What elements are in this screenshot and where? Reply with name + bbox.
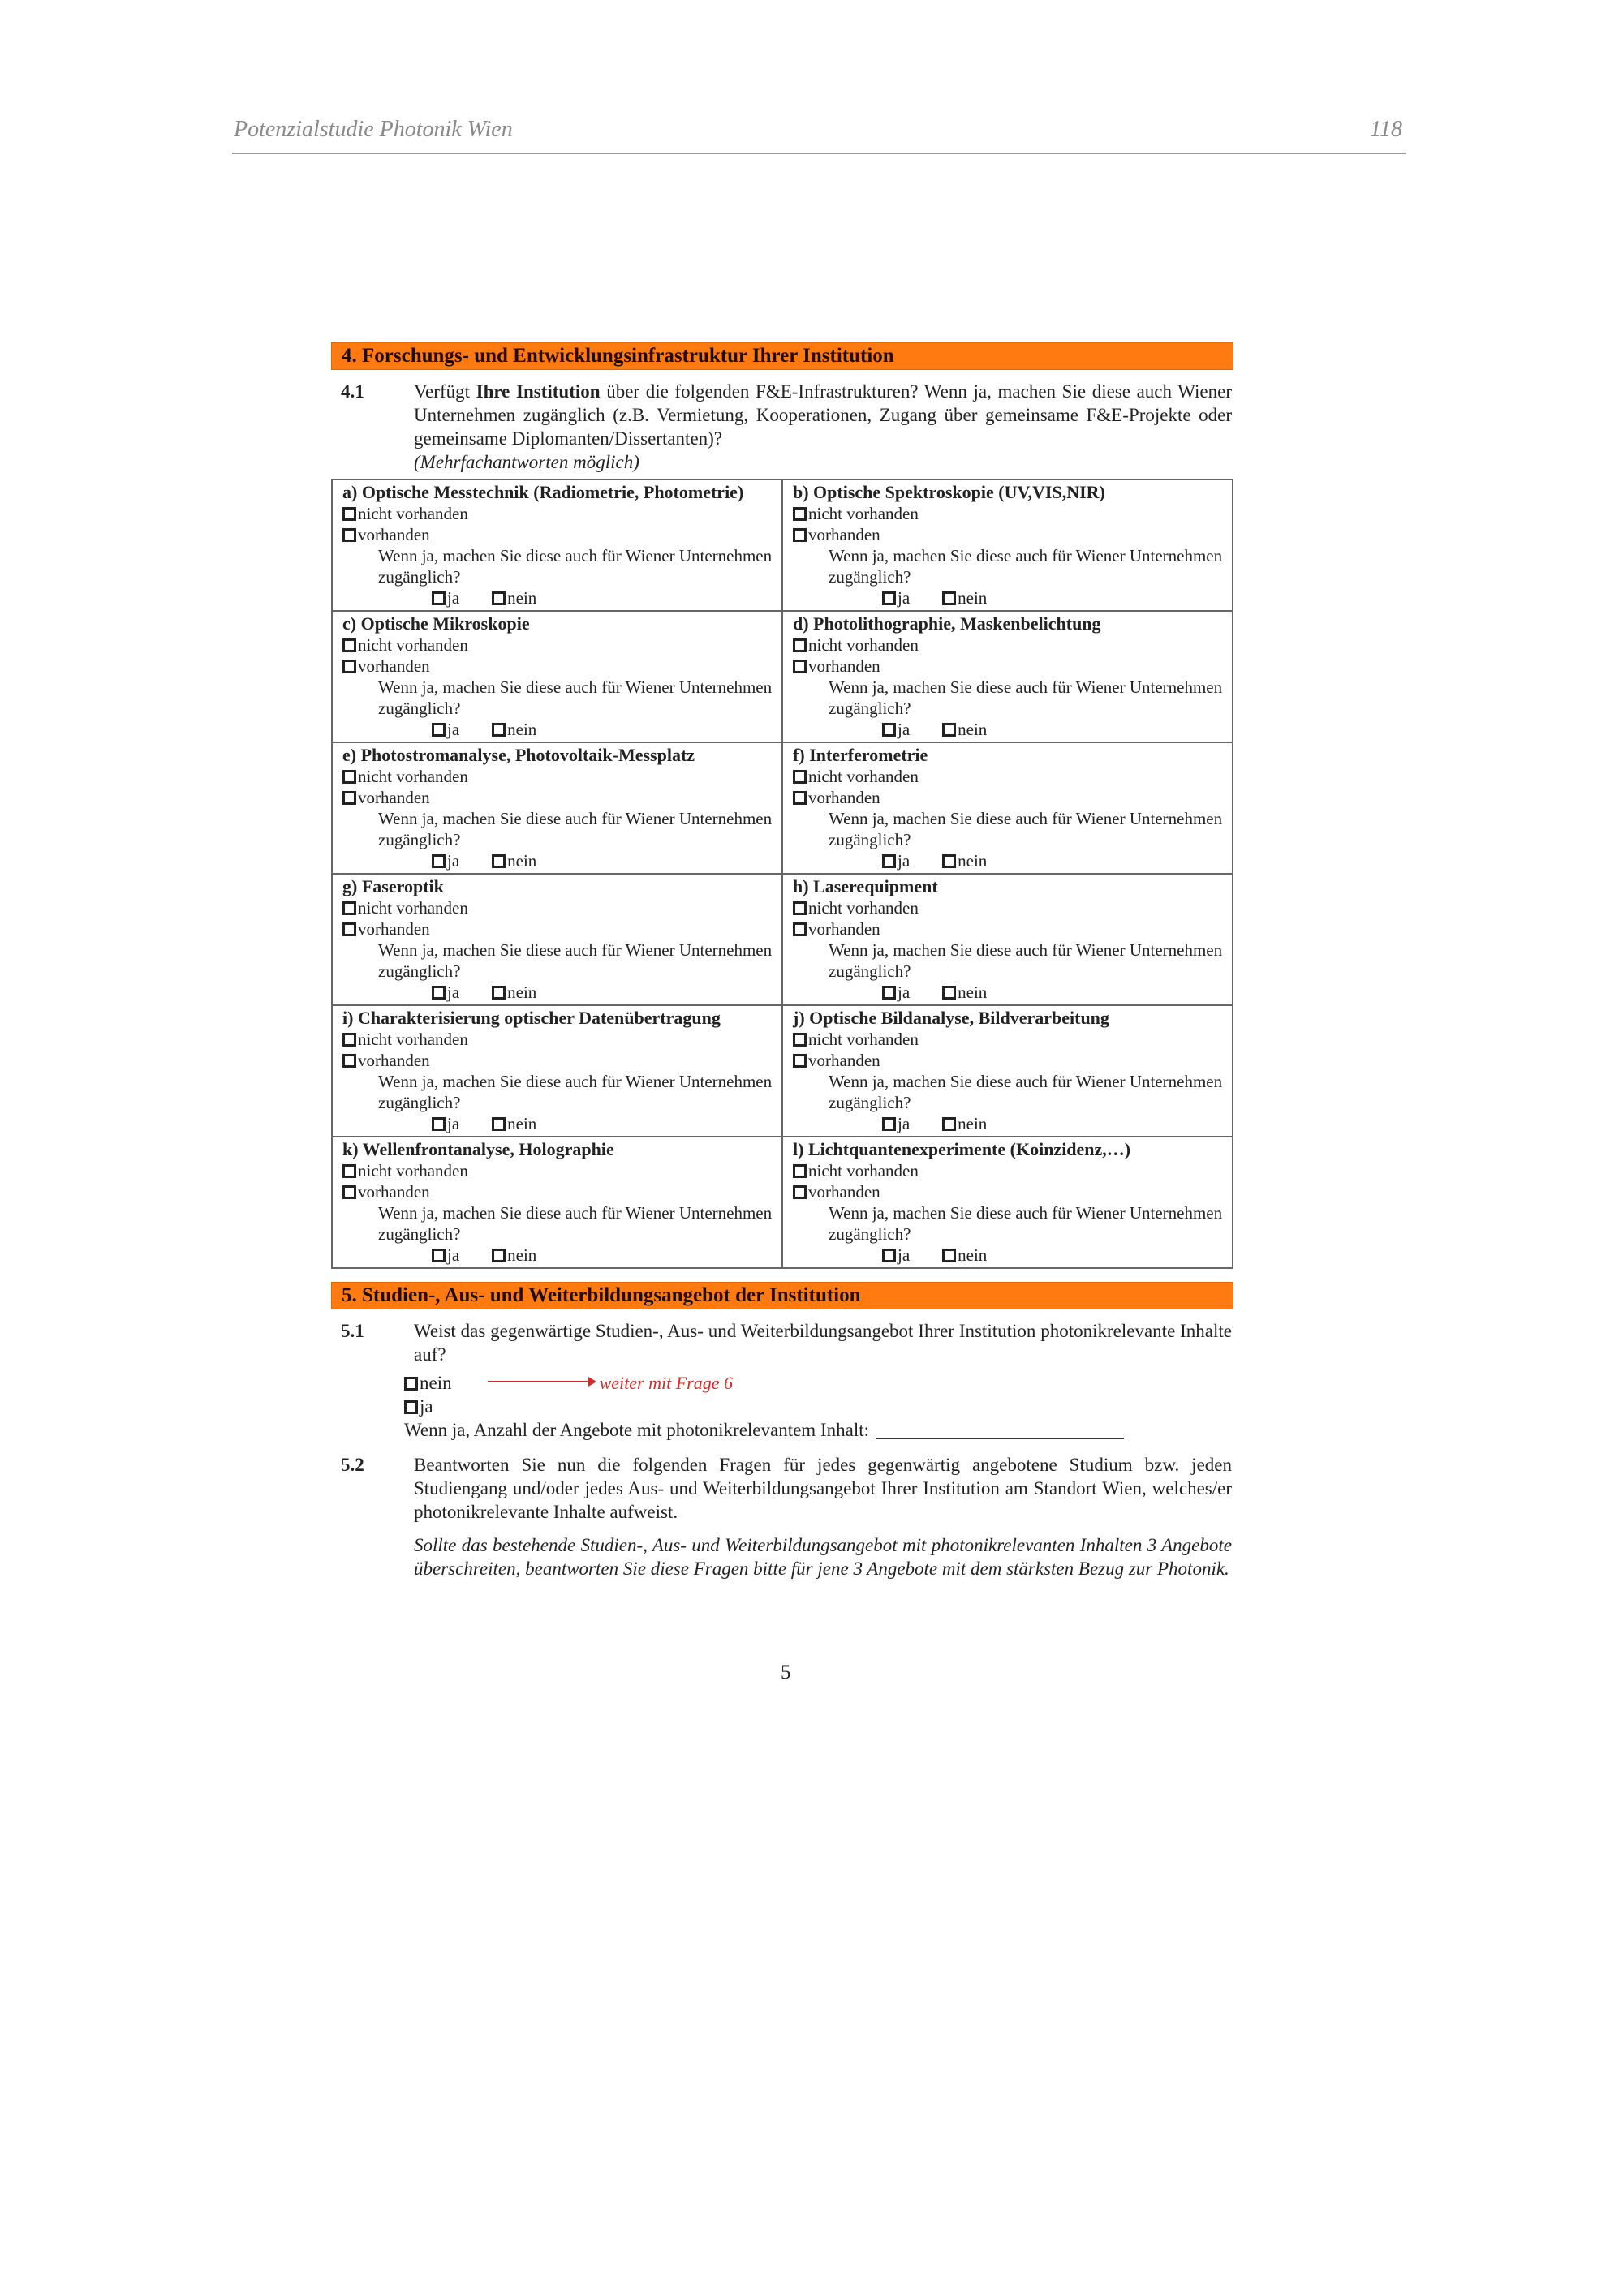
- table-row: [332, 611, 1233, 742]
- option-yes[interactable]: ja: [882, 588, 910, 608]
- checkbox[interactable]: [882, 723, 896, 737]
- offer-count-input[interactable]: [876, 1421, 1124, 1439]
- option-no[interactable]: nein: [492, 720, 536, 739]
- checkbox[interactable]: [942, 1249, 956, 1262]
- option-no[interactable]: nein: [942, 720, 987, 739]
- infrastructure-cell: [782, 479, 1233, 611]
- running-header: [232, 114, 1406, 154]
- page-number: 5: [781, 1662, 791, 1683]
- infrastructure-cell: [332, 479, 782, 611]
- option-yes[interactable]: ja: [882, 1245, 910, 1265]
- option-yes[interactable]: ja: [432, 720, 459, 739]
- infrastructure-title: c) Optische Mikroskopie: [342, 613, 530, 634]
- access-question: Wenn ja, machen Sie diese auch für Wiener Unternehmen zugänglich?: [829, 1072, 1223, 1112]
- infrastructure-cell: [782, 1137, 1233, 1268]
- multiple-answers-note: (Mehrfachantworten möglich): [414, 452, 639, 472]
- infrastructure-title: e) Photostromanalyse, Photovoltaik-Messplatz: [342, 745, 695, 765]
- yes-no-options: [793, 1113, 1224, 1134]
- option-no[interactable]: nein: [942, 851, 987, 871]
- option-no[interactable]: nein: [942, 588, 987, 608]
- skip-instruction: weiter mit Frage 6: [599, 1373, 733, 1393]
- checkbox[interactable]: [432, 1249, 446, 1262]
- checkbox[interactable]: [342, 660, 356, 673]
- question-text: Verfügt Ihre Institution über die folgenden F&E-Infrastrukturen? Wenn ja, machen Sie diese auch Wiener Unternehmen zugänglich (z.B. Vermietung, Kooperationen, Zugang über gemeinsame F&E-Projekte oder gemeinsame Diplomanten/Dissertanten)? (Mehrfachantworten möglich): [414, 381, 1232, 472]
- infrastructure-cell: [332, 1137, 782, 1268]
- option-not-available[interactable]: nicht vorhanden: [793, 897, 1224, 918]
- infrastructure-cell: [782, 742, 1233, 874]
- section-5-heading: 5. Studien-, Aus- und Weiterbildungsangebot der Institution: [331, 1282, 1233, 1309]
- questionnaire-page: [331, 342, 1233, 1580]
- checkbox[interactable]: [342, 638, 356, 652]
- question-note: Sollte das bestehende Studien-, Aus- und Weiterbildungsangebot mit photonikrelevanten Inhalten 3 Angebote überschreiten, beantworten Sie diese Fragen bitte für jene 3 Angebote mit dem stärksten Bezug zur Photonik.: [414, 1535, 1232, 1579]
- option-yes[interactable]: ja: [432, 1114, 459, 1133]
- question-text: Weist das gegenwärtige Studien-, Aus- und Weiterbildungsangebot Ihrer Institution photonikrelevante Inhalte auf?: [414, 1321, 1232, 1365]
- option-no[interactable]: nein: [492, 851, 536, 871]
- option-not-available[interactable]: nicht vorhanden: [793, 634, 1224, 656]
- option-yes[interactable]: ja: [882, 1114, 910, 1133]
- option-available[interactable]: vorhanden: [793, 1050, 1224, 1071]
- checkbox[interactable]: [793, 1054, 807, 1068]
- infrastructure-title: b) Optische Spektroskopie (UV,VIS,NIR): [793, 482, 1105, 502]
- checkbox[interactable]: [492, 723, 506, 737]
- checkbox[interactable]: [793, 901, 807, 915]
- yes-no-options: [793, 850, 1224, 871]
- checkbox[interactable]: [942, 591, 956, 605]
- checkbox[interactable]: [793, 1185, 807, 1199]
- checkbox[interactable]: [793, 507, 807, 521]
- infrastructure-title: i) Charakterisierung optischer Datenübertragung: [342, 1008, 721, 1028]
- option-not-available[interactable]: nicht vorhanden: [342, 766, 773, 787]
- checkbox[interactable]: [793, 1164, 807, 1178]
- offer-count-row: Wenn ja, Anzahl der Angebote mit photonikrelevantem Inhalt:: [404, 1418, 1233, 1442]
- option-no[interactable]: nein: [942, 982, 987, 1002]
- option-available[interactable]: vorhanden: [342, 524, 773, 545]
- checkbox[interactable]: [942, 1117, 956, 1131]
- checkbox[interactable]: [342, 507, 356, 521]
- infrastructure-cell: [782, 1005, 1233, 1137]
- yes-no-options: [342, 719, 773, 740]
- option-yes[interactable]: ja: [432, 982, 459, 1002]
- option-not-available[interactable]: nicht vorhanden: [342, 634, 773, 656]
- checkbox[interactable]: [793, 1033, 807, 1047]
- checkbox[interactable]: [882, 1249, 896, 1262]
- checkbox[interactable]: [342, 770, 356, 784]
- checkbox[interactable]: [793, 528, 807, 542]
- table-row: [332, 1005, 1233, 1137]
- option-no[interactable]: nein: [492, 1245, 536, 1265]
- infrastructure-title: l) Lichtquantenexperimente (Koinzidenz,…): [793, 1139, 1131, 1159]
- infrastructure-title: f) Interferometrie: [793, 745, 928, 765]
- infrastructure-cell: [332, 1005, 782, 1137]
- access-question: Wenn ja, machen Sie diese auch für Wiener Unternehmen zugänglich?: [378, 1203, 773, 1244]
- question-number: 5.1: [341, 1321, 364, 1341]
- infrastructure-title: k) Wellenfrontanalyse, Holographie: [342, 1139, 614, 1159]
- question-number: 5.2: [341, 1455, 364, 1475]
- access-question: Wenn ja, machen Sie diese auch für Wiener Unternehmen zugänglich?: [829, 677, 1223, 718]
- option-not-available[interactable]: nicht vorhanden: [342, 503, 773, 524]
- option-yes[interactable]: ja: [404, 1395, 1233, 1418]
- infrastructure-cell: [782, 611, 1233, 742]
- checkbox[interactable]: [882, 591, 896, 605]
- checkbox[interactable]: [342, 922, 356, 936]
- access-question: Wenn ja, machen Sie diese auch für Wiener Unternehmen zugänglich?: [829, 809, 1223, 849]
- option-no[interactable]: nein weiter mit Frage 6: [404, 1371, 1233, 1395]
- checkbox[interactable]: [793, 660, 807, 673]
- checkbox[interactable]: [432, 591, 446, 605]
- arrow-icon: [488, 1381, 592, 1382]
- infrastructure-title: d) Photolithographie, Maskenbelichtung: [793, 613, 1101, 634]
- option-yes[interactable]: ja: [432, 588, 459, 608]
- checkbox[interactable]: [942, 723, 956, 737]
- option-available[interactable]: vorhanden: [793, 656, 1224, 677]
- option-available[interactable]: vorhanden: [793, 1181, 1224, 1202]
- checkbox[interactable]: [793, 770, 807, 784]
- yes-no-options: [342, 1245, 773, 1266]
- infrastructure-title: a) Optische Messtechnik (Radiometrie, Photometrie): [342, 482, 744, 502]
- checkbox[interactable]: [882, 1117, 896, 1131]
- checkbox[interactable]: [432, 854, 446, 868]
- access-question: Wenn ja, machen Sie diese auch für Wiener Unternehmen zugänglich?: [378, 940, 773, 981]
- option-not-available[interactable]: nicht vorhanden: [342, 897, 773, 918]
- option-available[interactable]: vorhanden: [342, 918, 773, 939]
- infrastructure-title: j) Optische Bildanalyse, Bildverarbeitung: [793, 1008, 1109, 1028]
- yes-no-options: [793, 1245, 1224, 1266]
- access-question: Wenn ja, machen Sie diese auch für Wiener Unternehmen zugänglich?: [829, 1203, 1223, 1244]
- option-no[interactable]: nein: [492, 1114, 536, 1133]
- option-available[interactable]: vorhanden: [793, 787, 1224, 808]
- checkbox[interactable]: [882, 854, 896, 868]
- infrastructure-title: g) Faseroptik: [342, 876, 444, 896]
- yes-no-options: [342, 850, 773, 871]
- access-question: Wenn ja, machen Sie diese auch für Wiener Unternehmen zugänglich?: [829, 546, 1223, 587]
- document-title: Potenzialstudie Photonik Wien: [234, 117, 513, 142]
- question-5-1-options: [331, 1371, 1233, 1442]
- option-available[interactable]: vorhanden: [342, 656, 773, 677]
- option-available[interactable]: vorhanden: [342, 1050, 773, 1071]
- question-text: Beantworten Sie nun die folgenden Fragen für jedes gegenwärtig angebotene Studium bzw. jeden Studiengang und/oder jedes Aus- und Weiterbildungsangebot Ihrer Institution am Standort Wien, welches/er photonikrelevante Inhalte aufweist.: [414, 1455, 1232, 1522]
- yes-no-options: [342, 982, 773, 1003]
- access-question: Wenn ja, machen Sie diese auch für Wiener Unternehmen zugänglich?: [378, 809, 773, 849]
- question-number: 4.1: [341, 381, 364, 402]
- option-yes[interactable]: ja: [882, 982, 910, 1002]
- checkbox[interactable]: [342, 1054, 356, 1068]
- checkbox[interactable]: [342, 1185, 356, 1199]
- infrastructure-table: [331, 479, 1233, 1269]
- checkbox[interactable]: [882, 986, 896, 1000]
- checkbox[interactable]: [342, 901, 356, 915]
- access-question: Wenn ja, machen Sie diese auch für Wiener Unternehmen zugänglich?: [829, 940, 1223, 981]
- option-not-available[interactable]: nicht vorhanden: [342, 1029, 773, 1050]
- checkbox[interactable]: [492, 1117, 506, 1131]
- option-yes[interactable]: ja: [432, 851, 459, 871]
- yes-no-options: [793, 719, 1224, 740]
- yes-no-options: [342, 587, 773, 608]
- table-row: [332, 479, 1233, 611]
- checkbox[interactable]: [342, 1164, 356, 1178]
- checkbox[interactable]: [942, 854, 956, 868]
- checkbox[interactable]: [404, 1400, 418, 1414]
- yes-no-options: [793, 982, 1224, 1003]
- infrastructure-cell: [782, 874, 1233, 1005]
- access-question: Wenn ja, machen Sie diese auch für Wiener Unternehmen zugänglich?: [378, 546, 773, 587]
- checkbox[interactable]: [492, 1249, 506, 1262]
- option-not-available[interactable]: nicht vorhanden: [793, 766, 1224, 787]
- checkbox[interactable]: [492, 986, 506, 1000]
- option-available[interactable]: vorhanden: [342, 1181, 773, 1202]
- checkbox[interactable]: [432, 986, 446, 1000]
- checkbox[interactable]: [793, 922, 807, 936]
- option-no[interactable]: nein: [942, 1114, 987, 1133]
- option-yes[interactable]: ja: [882, 851, 910, 871]
- access-question: Wenn ja, machen Sie diese auch für Wiener Unternehmen zugänglich?: [378, 1072, 773, 1112]
- option-yes[interactable]: ja: [432, 1245, 459, 1265]
- question-5-2: [331, 1453, 1233, 1580]
- option-no[interactable]: nein: [492, 588, 536, 608]
- option-yes[interactable]: ja: [882, 720, 910, 739]
- option-not-available[interactable]: nicht vorhanden: [793, 1160, 1224, 1181]
- page-reference: 118: [1370, 117, 1402, 142]
- table-row: [332, 742, 1233, 874]
- checkbox[interactable]: [492, 591, 506, 605]
- table-row: [332, 874, 1233, 1005]
- checkbox[interactable]: [342, 791, 356, 805]
- checkbox[interactable]: [432, 1117, 446, 1131]
- checkbox[interactable]: [432, 723, 446, 737]
- option-not-available[interactable]: nicht vorhanden: [342, 1160, 773, 1181]
- infrastructure-title: h) Laserequipment: [793, 876, 938, 896]
- yes-no-options: [342, 1113, 773, 1134]
- question-5-1: [331, 1319, 1233, 1366]
- option-available[interactable]: vorhanden: [342, 787, 773, 808]
- checkbox[interactable]: [793, 791, 807, 805]
- question-4-1: [331, 380, 1233, 474]
- option-not-available[interactable]: nicht vorhanden: [793, 1029, 1224, 1050]
- checkbox[interactable]: [793, 638, 807, 652]
- checkbox[interactable]: [404, 1377, 418, 1391]
- section-4-heading: 4. Forschungs- und Entwicklungsinfrastruktur Ihrer Institution: [331, 342, 1233, 370]
- checkbox[interactable]: [342, 1033, 356, 1047]
- option-no[interactable]: nein: [942, 1245, 987, 1265]
- infrastructure-cell: [332, 874, 782, 1005]
- infrastructure-cell: [332, 611, 782, 742]
- checkbox[interactable]: [342, 528, 356, 542]
- option-available[interactable]: vorhanden: [793, 524, 1224, 545]
- option-not-available[interactable]: nicht vorhanden: [793, 503, 1224, 524]
- checkbox[interactable]: [942, 986, 956, 1000]
- yes-no-options: [793, 587, 1224, 608]
- infrastructure-cell: [332, 742, 782, 874]
- option-no[interactable]: nein: [492, 982, 536, 1002]
- access-question: Wenn ja, machen Sie diese auch für Wiener Unternehmen zugänglich?: [378, 677, 773, 718]
- table-row: [332, 1137, 1233, 1268]
- option-available[interactable]: vorhanden: [793, 918, 1224, 939]
- checkbox[interactable]: [492, 854, 506, 868]
